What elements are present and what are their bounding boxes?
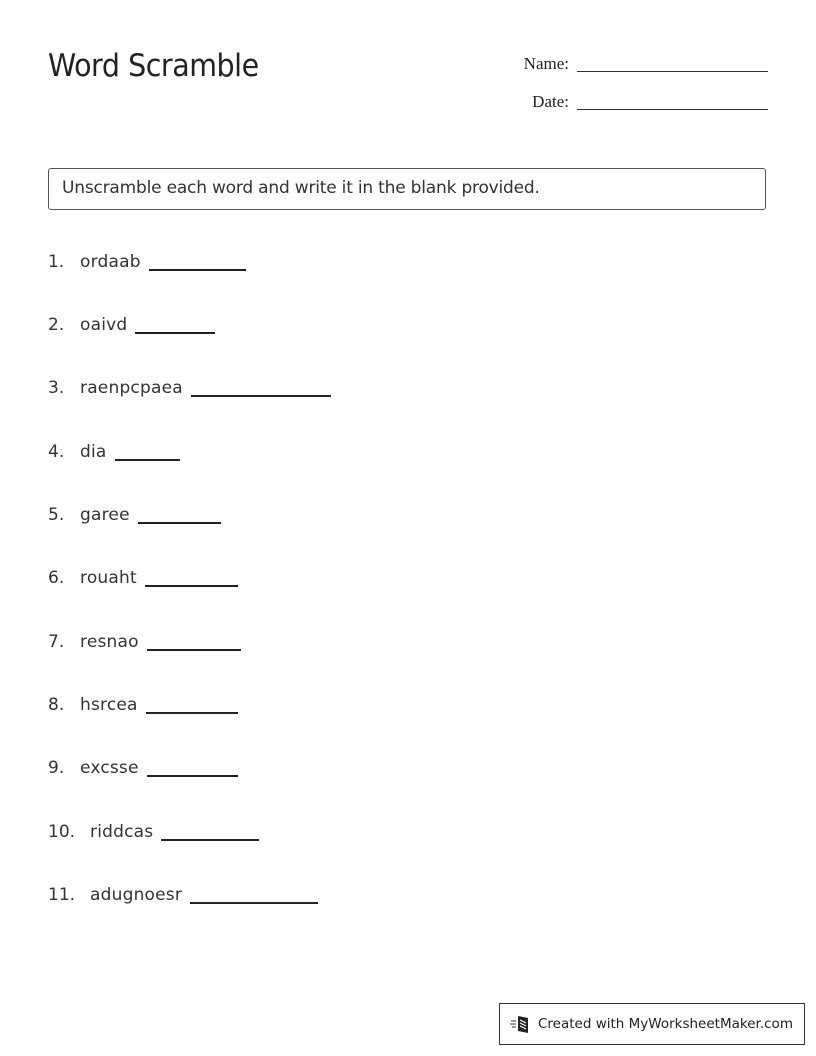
worksheet-logo-icon: [510, 1014, 532, 1034]
answer-blank: [161, 838, 259, 841]
answer-blank: [135, 331, 215, 334]
item-number: 4.: [48, 442, 65, 462]
item-number: 2.: [48, 315, 65, 335]
scrambled-word: raenpcpaea: [80, 378, 183, 398]
footer-credit: [499, 1003, 805, 1045]
list-item: [48, 632, 241, 652]
list-item: [48, 695, 238, 715]
item-number: 8.: [48, 695, 65, 715]
list-item: [48, 442, 180, 462]
date-label: Date:: [532, 92, 569, 111]
answer-blank: [147, 774, 238, 777]
scrambled-word: riddcas: [90, 822, 154, 842]
date-field: [532, 92, 768, 112]
item-number: 6.: [48, 568, 65, 588]
name-label: Name:: [523, 54, 569, 73]
item-number: 1.: [48, 252, 65, 272]
item-number: 7.: [48, 632, 65, 652]
item-number: 11.: [48, 885, 76, 905]
list-item: [48, 568, 238, 588]
list-item: [48, 252, 246, 272]
list-item: [48, 378, 331, 398]
item-number: 5.: [48, 505, 65, 525]
scrambled-word: garee: [80, 505, 130, 525]
answer-blank: [145, 584, 238, 587]
date-blank-line: [577, 108, 768, 110]
list-item: [48, 758, 238, 778]
item-number: 3.: [48, 378, 65, 398]
name-blank-line: [577, 70, 768, 72]
scrambled-word: resnao: [80, 632, 139, 652]
answer-blank: [191, 394, 331, 397]
page-title: Word Scramble: [48, 48, 259, 84]
name-field: [524, 54, 768, 74]
scrambled-word: excsse: [80, 758, 139, 778]
scrambled-word: ordaab: [80, 252, 141, 272]
answer-blank: [146, 711, 238, 714]
scrambled-word: dia: [80, 442, 107, 462]
scrambled-word: hsrcea: [80, 695, 138, 715]
footer-text: Created with MyWorksheetMaker.com: [538, 1016, 793, 1032]
answer-blank: [149, 268, 246, 271]
scrambled-word: adugnoesr: [90, 885, 183, 905]
item-number: 9.: [48, 758, 65, 778]
answer-blank: [190, 901, 318, 904]
list-item: [48, 505, 221, 525]
list-item: [48, 885, 318, 905]
item-number: 10.: [48, 822, 76, 842]
answer-blank: [115, 458, 180, 461]
scrambled-word: oaivd: [80, 315, 128, 335]
answer-blank: [138, 521, 221, 524]
instructions-box: Unscramble each word and write it in the blank provided.: [48, 168, 766, 210]
list-item: [48, 315, 215, 335]
scrambled-word: rouaht: [80, 568, 137, 588]
answer-blank: [147, 648, 241, 651]
list-item: [48, 822, 259, 842]
